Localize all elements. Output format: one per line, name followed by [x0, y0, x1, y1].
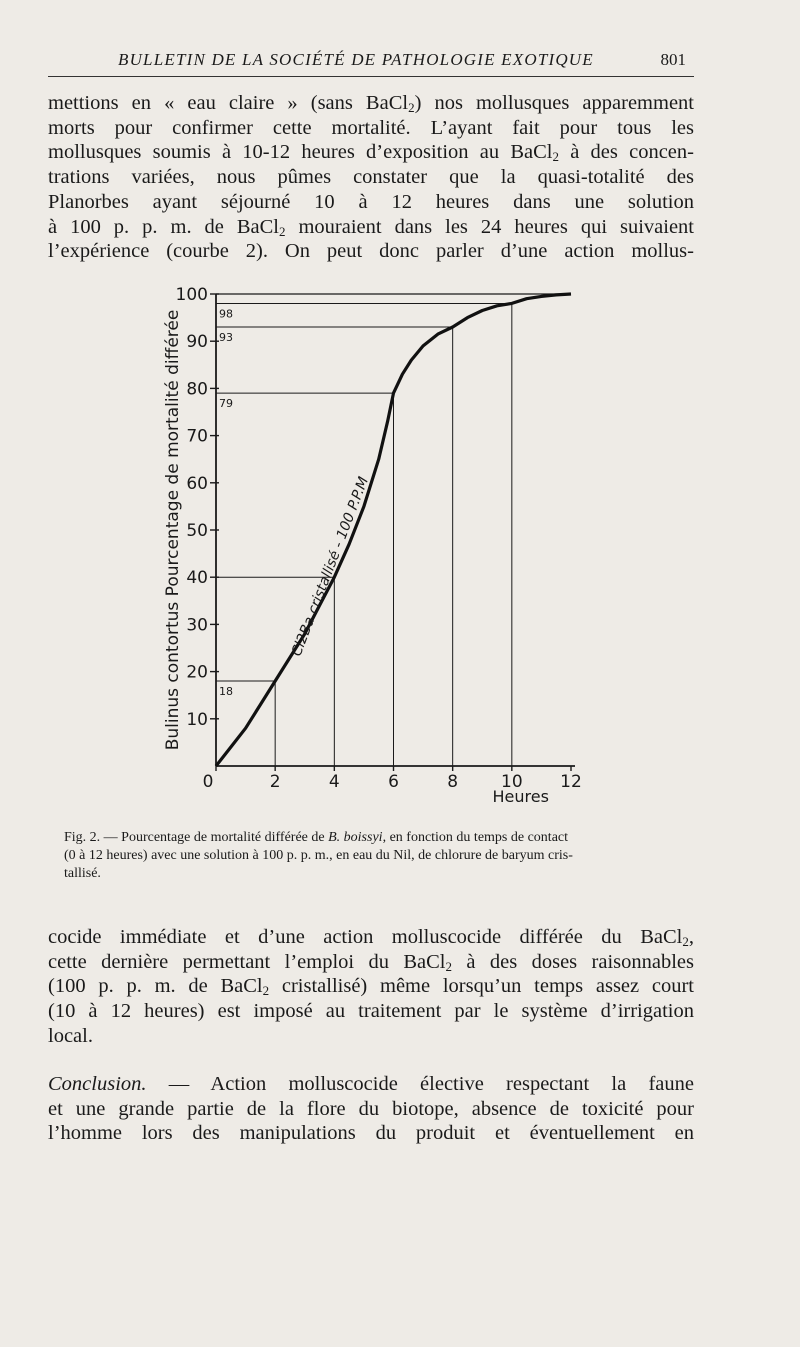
x-tick-label: 6 [388, 772, 399, 792]
para1-line: à 100 p. p. m. de BaCl$_2$ mouraient dans les 24 heures qui suivaient [48, 215, 695, 239]
figure-caption: Fig. 2. — Pourcentage de mortalité différée de B. boissyi, en fonction du temps de contact (0 à 12 heures) avec une solution à 100 p. p. m., en eau du Nil, de chlorure de baryum cris- tallisé. [64, 830, 573, 881]
y-tick-label: 30 [186, 615, 208, 636]
page-number: 801 [660, 50, 686, 69]
para2-line: local. [48, 1024, 93, 1047]
para1-line: morts pour confirmer cette mortalité. L’ayant fait pour tous les [48, 116, 694, 139]
annotation-label: 98 [219, 307, 233, 321]
para1-line: l’expérience (courbe 2). On peut donc parler d’une action mollus- [48, 240, 694, 263]
paragraph-2 [48, 925, 694, 1049]
paragraph-3 [48, 1072, 694, 1146]
y-tick-label: 80 [186, 379, 208, 400]
x-tick-label: 12 [560, 772, 582, 792]
x-tick-label: 0 [202, 772, 214, 792]
journal-title: BULLETIN DE LA SOCIÉTÉ DE PATHOLOGIE EXOTIQUE [118, 50, 594, 69]
y-tick-label: 50 [186, 521, 208, 541]
annotation-label: 18 [219, 685, 233, 699]
para3-line: Conclusion. — Action molluscocide élective respectant la faune [48, 1073, 694, 1095]
y-tick-label: 90 [186, 332, 208, 353]
y-tick-label: 60 [186, 473, 208, 494]
para1-line: Planorbes ayant séjourné 10 à 12 heures dans une solution [48, 190, 694, 213]
y-tick-label: 70 [186, 426, 208, 447]
para1-line: trations variées, nous pûmes constater que la quasi-totalité des [48, 166, 694, 189]
x-tick-label: 8 [447, 772, 459, 792]
annotation-label: 79 [219, 397, 233, 411]
y-tick-label: 40 [186, 568, 208, 589]
x-tick-label: 2 [269, 772, 281, 792]
para3-line: et une grande partie de la flore du biotope, absence de toxicité pour [48, 1097, 694, 1120]
curve-label: Cl2Ba cristallisé - 100 P.P.M [288, 474, 373, 659]
para2-line: (10 à 12 heures) est imposé au traitement par le système d’irrigation [48, 1000, 694, 1023]
y-tick-label: 20 [186, 662, 208, 683]
para1-line: mettions en « eau claire » (sans BaCl$_2$) nos mollusques apparemment [48, 92, 694, 115]
para2-line: (100 p. p. m. de BaCl$_2$ cristallisé) même lorsqu’un temps assez court [48, 975, 694, 999]
para1-line: mollusques soumis à 10-12 heures d’exposition au BaCl$_2$ à des concen- [48, 141, 694, 165]
x-axis-label: Heures [492, 787, 549, 806]
y-tick-label: 100 [175, 285, 208, 305]
y-tick-label: 10 [186, 709, 208, 730]
para2-line: cette dernière permettant l’emploi du BaCl$_2$ à des doses raisonnables [48, 950, 695, 974]
annotation-label: 93 [219, 331, 233, 345]
y-axis-label: Bulinus contortus Pourcentage de mortalité différée [163, 309, 183, 751]
para2-line: cocide immédiate et d’une action molluscocide différée du BaCl$_2$, [48, 926, 694, 949]
conclusion-heading: Conclusion. [48, 1073, 147, 1095]
x-tick-label: 4 [328, 772, 340, 792]
para3-line: l’homme lors des manipulations du produit et éventuellement en [48, 1122, 694, 1145]
x-tick-label: 10 [501, 772, 523, 792]
